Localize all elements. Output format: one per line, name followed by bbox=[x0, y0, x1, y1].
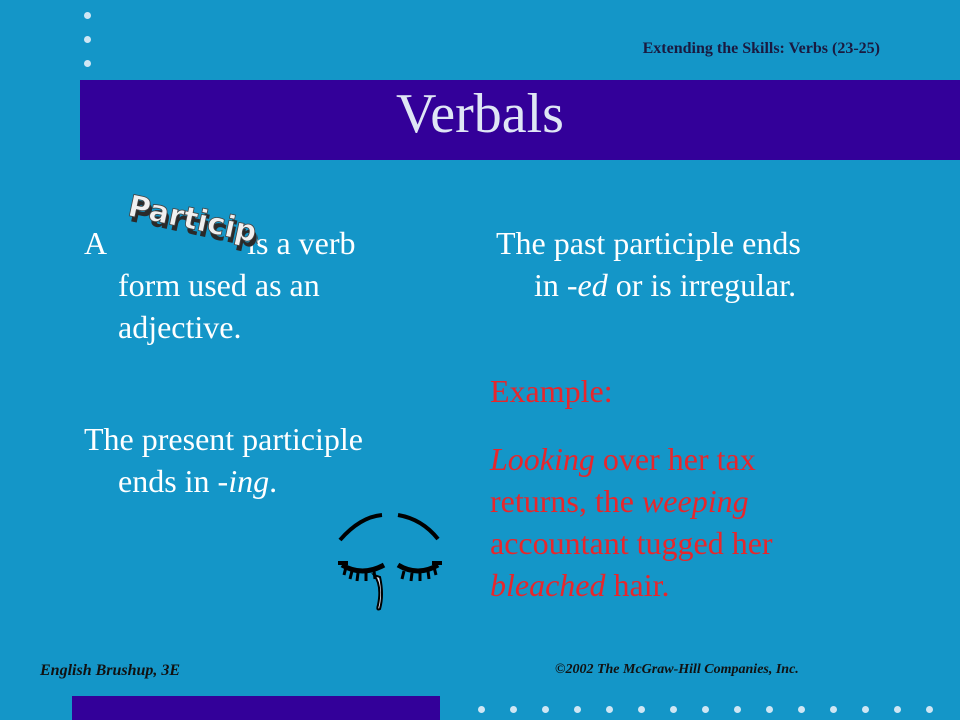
example-line3: accountant tugged her bbox=[490, 525, 773, 561]
example-line1-rest: over her tax bbox=[594, 441, 756, 477]
footer-left-italic: English Brushup, bbox=[40, 662, 158, 679]
crying-eyes-clipart-icon bbox=[330, 505, 450, 615]
decor-dot bbox=[894, 706, 901, 713]
present-line2-italic: -ing bbox=[217, 463, 270, 499]
slide-title: Verbals bbox=[396, 83, 564, 145]
present-line1: The present participle bbox=[84, 421, 363, 457]
decor-dot bbox=[84, 36, 91, 43]
decor-dot bbox=[830, 706, 837, 713]
decor-dot bbox=[862, 706, 869, 713]
past-line2-italic: -ed bbox=[566, 267, 608, 303]
example-line4-italic: bleached bbox=[490, 567, 606, 603]
present-participle-paragraph bbox=[84, 418, 424, 502]
footer-left-rest: 3E bbox=[157, 662, 181, 679]
decor-dot bbox=[84, 60, 91, 67]
present-line2-suffix: . bbox=[269, 463, 278, 499]
footer-left bbox=[40, 662, 180, 680]
svg-text:Participle: Participle bbox=[126, 194, 258, 260]
example-label: Example: bbox=[490, 373, 613, 409]
example-line1-italic: Looking bbox=[490, 441, 595, 477]
decor-dot bbox=[478, 706, 485, 713]
present-line2-prefix: ends in bbox=[118, 463, 218, 499]
definition-suffix: is a verb bbox=[247, 225, 356, 261]
past-line2-suffix: or is irregular. bbox=[607, 267, 797, 303]
participle-wordart bbox=[118, 170, 258, 260]
decor-dot bbox=[766, 706, 773, 713]
decor-dot bbox=[638, 706, 645, 713]
past-line1: The past participle ends bbox=[496, 225, 801, 261]
example-sentence bbox=[490, 438, 910, 606]
decor-dot bbox=[510, 706, 517, 713]
decor-dot bbox=[542, 706, 549, 713]
decor-dot bbox=[606, 706, 613, 713]
definition-prefix: A bbox=[84, 225, 108, 261]
definition-line3: adjective. bbox=[118, 309, 242, 345]
example-line2-italic: weeping bbox=[641, 483, 749, 519]
decor-dot bbox=[574, 706, 581, 713]
decor-dot bbox=[734, 706, 741, 713]
decor-dot bbox=[798, 706, 805, 713]
decor-dot bbox=[702, 706, 709, 713]
bottom-band bbox=[72, 696, 440, 720]
decor-dot bbox=[670, 706, 677, 713]
slide-header-text: Extending the Skills: Verbs (23-25) bbox=[642, 40, 880, 57]
example-line4-rest: hair. bbox=[605, 567, 670, 603]
past-participle-paragraph bbox=[496, 222, 896, 306]
footer-copyright: ©2002 The McGraw-Hill Companies, Inc. bbox=[555, 662, 799, 677]
example-line2-prefix: returns, the bbox=[490, 483, 642, 519]
decor-dot bbox=[84, 12, 91, 19]
past-line2-prefix: in bbox=[534, 267, 567, 303]
participle-wordart-text: Participle bbox=[124, 188, 258, 257]
definition-line2: form used as an bbox=[118, 267, 320, 303]
decor-dot bbox=[926, 706, 933, 713]
